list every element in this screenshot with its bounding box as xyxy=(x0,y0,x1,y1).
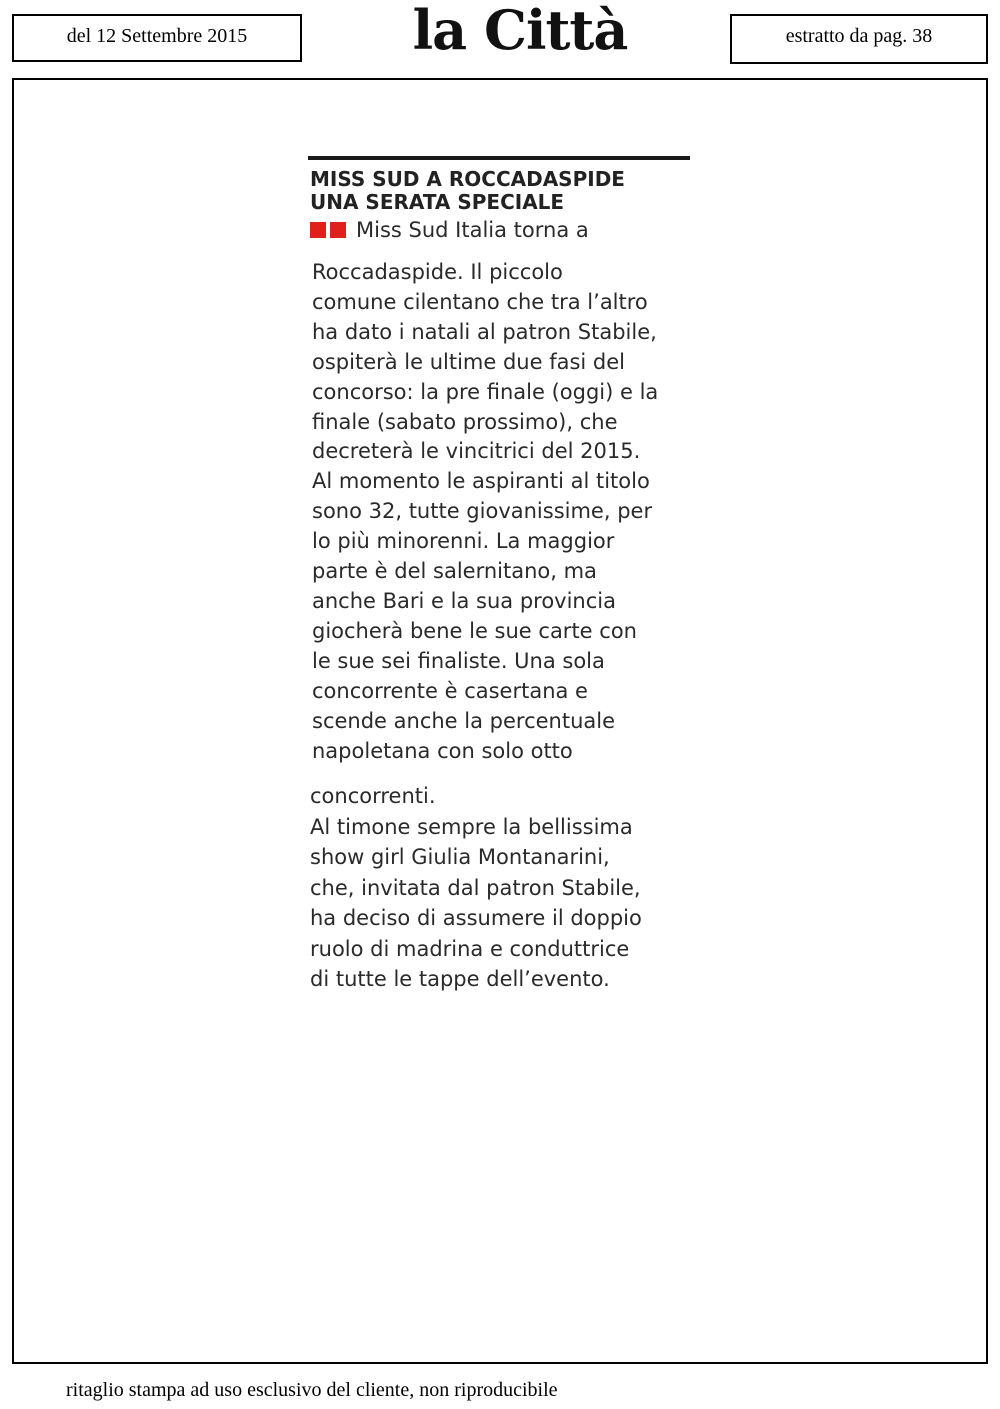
red-square-icon xyxy=(310,222,326,238)
publication-date xyxy=(12,14,302,62)
article-body-part-1: Roccadaspide. Il piccolo comune cilentano che tra l’altro ha dato i natali al patron Stabile, ospiterà le ultime due fasi del concorso: la pre finale (oggi) e la finale (sabato prossimo), che decreterà le vincitrici del 2015. Al momento le aspiranti al titolo sono 32, tutte giovanissime, per lo più minorenni. La maggior parte è del salernitano, ma anche Bari e la sua provincia giocherà bene le sue carte con le sue sei finaliste. Una sola concorrente è casertana e scende anche la percentuale napoletana con solo otto xyxy=(312,260,659,763)
red-square-icon xyxy=(330,222,346,238)
newspaper-logo xyxy=(386,0,654,60)
page-reference-text: estratto da pag. 38 xyxy=(785,25,933,47)
headline-rule xyxy=(308,156,690,160)
publication-date-text: del 12 Settembre 2015 xyxy=(66,25,248,47)
footer-notice: ritaglio stampa ad uso esclusivo del cliente, non riproducibile xyxy=(66,1379,558,1401)
article-lead xyxy=(310,216,690,244)
page-reference xyxy=(730,14,988,64)
headline-line-2: UNA SERATA SPECIALE xyxy=(310,190,565,214)
lead-text: Miss Sud Italia torna a xyxy=(356,218,589,242)
article-headline xyxy=(310,168,690,214)
red-squares-icon xyxy=(310,222,346,238)
article-body-part-2: concorrenti. Al timone sempre la bellissima show girl Giulia Montanarini, che, invitata dal patron Stabile, ha deciso di assumere il doppio ruolo di madrina e conduttrice di tutte le tappe dell’evento. xyxy=(310,784,642,991)
article xyxy=(308,156,690,244)
headline-line-1: MISS SUD A ROCCADASPIDE xyxy=(310,167,625,191)
newspaper-logo-text: la Città xyxy=(412,0,628,62)
